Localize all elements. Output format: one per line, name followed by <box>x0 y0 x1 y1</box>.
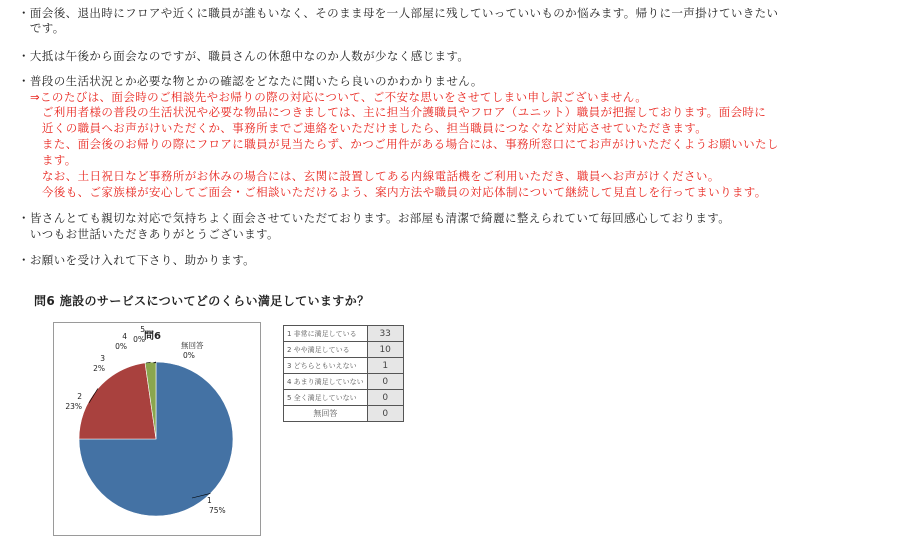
response-line-1: ⇒このたびは、面会時のご相談先やお帰りの際の対応について、ご不安な思いをさせてしまい申し訳ございません。 <box>30 90 648 104</box>
response-table <box>283 325 404 422</box>
slice-label-name-6: 無回答 <box>181 341 204 350</box>
pie-chart-svg <box>54 323 260 535</box>
comment-1-line-1: ・面会後、退出時にフロアや近くに職員が誰もいなく、そのまま母を一人部屋に残していっていいものか悩みます。帰りに一声掛けていきたい <box>18 6 779 20</box>
slice-label-name-1: 1 <box>207 496 212 505</box>
slice-label-percent-3: 2% <box>93 364 105 373</box>
response-line-3: 近くの職員へお声がけいただくか、事務所までご連絡をいただけましたら、担当職員につなぐなど対応させていただきます。 <box>30 121 708 135</box>
slice-label-percent-6: 0% <box>183 351 195 360</box>
table-row-label: 3 どちらともいえない <box>284 358 368 374</box>
table-row-label: 1 非常に満足している <box>284 326 368 342</box>
response-line-4: また、面会後のお帰りの際にフロアに職員が見当たらず、かつご用件がある場合には、事務所窓口にてお声がけいただくようお願いいたし <box>30 137 779 151</box>
question-heading: 問6 施設のサービスについてどのくらい満足していますか？ <box>34 294 370 308</box>
comment-5-line-1: ・お願いを受け入れて下さり、助かります。 <box>18 253 256 267</box>
comment-4-line-2: いつもお世話いただきありがとうございます。 <box>18 227 279 241</box>
pie-chart <box>53 322 261 536</box>
response-line-5: ます。 <box>30 153 77 167</box>
table-row-label: 2 やや満足している <box>284 342 368 358</box>
response-line-6: なお、土日祝日など事務所がお休みの場合には、玄関に設置してある内線電話機をご利用いただき、職員へお声がけください。 <box>30 169 720 183</box>
table-row-value: 33 <box>367 326 403 342</box>
table-row <box>284 358 404 374</box>
chart-title: 問6 <box>144 331 161 342</box>
table-row-label: 4 あまり満足していない <box>284 374 368 390</box>
slice-label-name-3: 3 <box>100 354 105 363</box>
slice-label-percent-4: 0% <box>115 342 127 351</box>
table-row-label: 5 全く満足していない <box>284 390 368 406</box>
table-row <box>284 374 404 390</box>
table-row-value: 0 <box>367 374 403 390</box>
table-row-value: 10 <box>367 342 403 358</box>
table-row-value: 1 <box>367 358 403 374</box>
slice-label-name-2: 2 <box>77 392 82 401</box>
slice-label-percent-5: 0% <box>133 335 145 344</box>
table-row <box>284 390 404 406</box>
slice-label-name-5: 5 <box>140 325 145 334</box>
response-line-7: 今後も、ご家族様が安心してご面会・ご相談いただけるよう、案内方法や職員の対応体制について継続して見直しを行ってまいります。 <box>30 185 767 199</box>
table-row <box>284 406 404 422</box>
slice-label-name-4: 4 <box>122 332 127 341</box>
comment-1-line-2: です。 <box>18 21 65 35</box>
slice-label-percent-1: 75% <box>209 506 226 515</box>
table-row-value: 0 <box>367 390 403 406</box>
table-row-value: 0 <box>367 406 403 422</box>
comment-2-line-1: ・大抵は午後から面会なのですが、職員さんの休憩中なのか人数が少なく感じます。 <box>18 49 470 63</box>
response-line-2: ご利用者様の普段の生活状況や必要な物品につきましては、主に担当介護職員やフロア（ユニット）職員が把握しております。面会時に <box>30 105 767 119</box>
table-row <box>284 342 404 358</box>
comment-3-line-1: ・普段の生活状況とか必要な物とかの確認をどなたに聞いたら良いのかわかりません。 <box>18 74 483 88</box>
table-row-label: 無回答 <box>284 406 368 422</box>
slice-label-percent-2: 23% <box>65 402 82 411</box>
table-row <box>284 326 404 342</box>
comment-4-line-1: ・皆さんとても親切な対応で気持ちよく面会させていただております。お部屋も清潔で綺麗に整えられていて毎回感心しております。 <box>18 211 731 225</box>
